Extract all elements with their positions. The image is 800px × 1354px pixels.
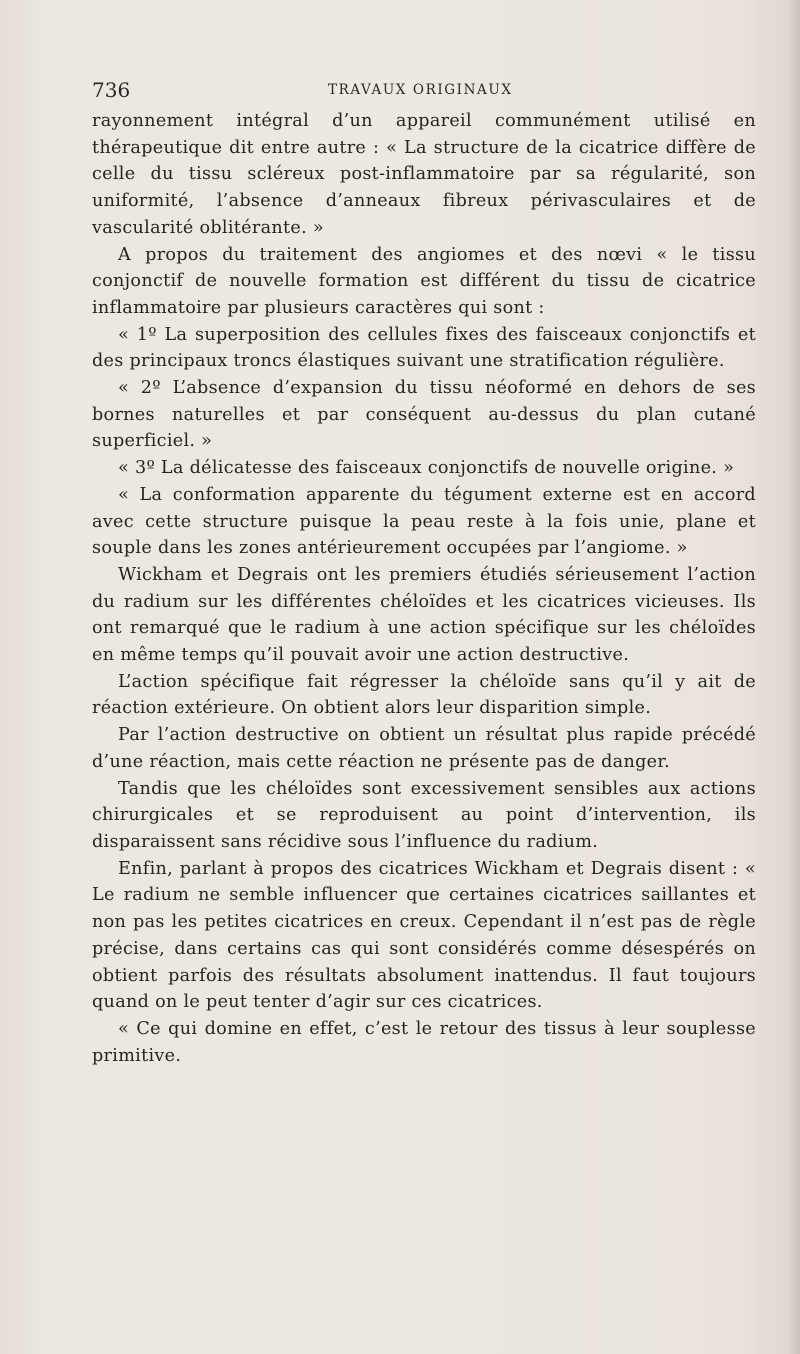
paragraph: Wickham et Degrais ont les premiers étudiés sérieusement l’action du radium sur les différentes chéloïdes et les cicatrices vicieuses. Ils ont remarqué que le radium à une action spécifique sur les chéloïdes en même temps qu’il pouvait avoir une action destructive. [92, 564, 756, 666]
paragraph: « Ce qui domine en effet, c’est le retour des tissus à leur souplesse primitive. [92, 1018, 756, 1066]
paragraph: « La conformation apparente du tégument externe est en accord avec cette structure puisque la peau reste à la fois unie, plane et souple dans les zones antérieurement occupées par l’angiome. » [92, 484, 756, 559]
paragraph: Enfin, parlant à propos des cicatrices Wickham et Degrais disent : « Le radium ne semble influencer que certaines cicatrices saillantes et non pas les petites cicatrices en creux. Cependant il n’est pas de règle précise, dans certains cas qui sont considérés comme désespérés on obtient parfois des résultats absolument inattendus. Il faut toujours quand on le peut tenter d’agir sur ces cicatrices. [92, 858, 756, 1013]
paragraph: Tandis que les chéloïdes sont excessivement sensibles aux actions chirurgicales et se reproduisent au point d’intervention, ils disparaissent sans récidive sous l’influence du radium. [92, 778, 756, 852]
paragraph: « 3º La délicatesse des faisceaux conjonctifs de nouvelle origine. » [118, 458, 735, 479]
running-head: TRAVAUX ORIGINAUX [328, 82, 513, 98]
page-number: 736 [92, 78, 131, 102]
body-text [92, 108, 756, 1069]
paragraph-continuation: rayonnement intégral d’un appareil communément utilisé en thérapeutique dit entre autre : « La structure de la cicatrice diffère de celle du tissu scléreux post-inflammatoire par sa régularité, son uniformité, l’absence d’anneaux fibreux périvasculaires et de vascularité oblitérante. » [92, 111, 756, 238]
page-header [92, 78, 752, 108]
paragraph: « 1º La superposition des cellules fixes des faisceaux conjonctifs et des principaux troncs élastiques suivant une stratification régulière. [92, 324, 756, 372]
paragraph: L’action spécifique fait régresser la chéloïde sans qu’il y ait de réaction extérieure. On obtient alors leur disparition simple. [92, 671, 756, 719]
page-edge-shadow [788, 0, 800, 1354]
paragraph: Par l’action destructive on obtient un résultat plus rapide précédé d’une réaction, mais cette réaction ne présente pas de danger. [92, 725, 756, 772]
paragraph: A propos du traitement des angiomes et des nœvi « le tissu conjonctif de nouvelle formation est différent du tissu de cicatrice inflammatoire par plusieurs caractères qui sont : [92, 244, 756, 318]
paragraph: « 2º L’absence d’expansion du tissu néoformé en dehors de ses bornes naturelles et par conséquent au-dessus du plan cutané superficiel. » [92, 378, 756, 452]
